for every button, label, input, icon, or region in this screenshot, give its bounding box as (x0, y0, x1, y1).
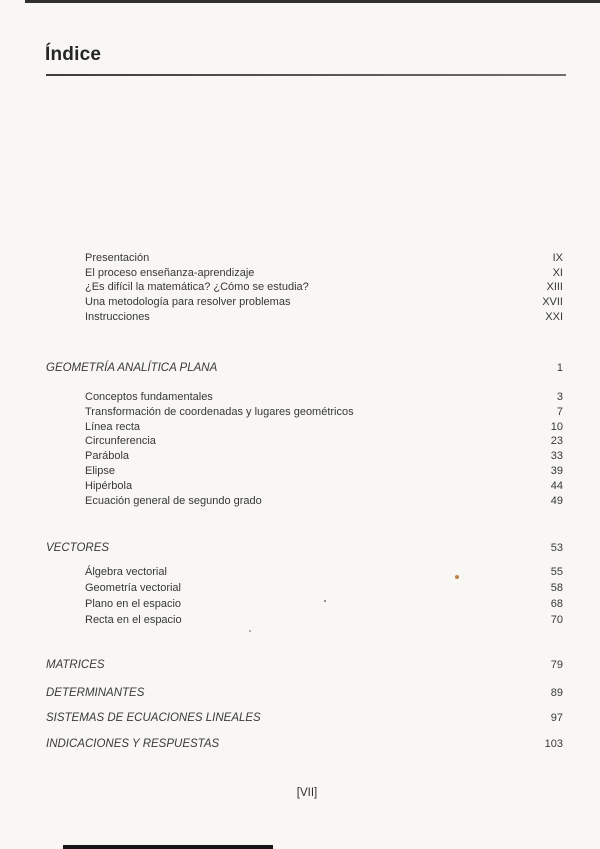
toc-entry-title: Presentación (85, 252, 150, 264)
toc-entry-page: 23 (550, 435, 563, 448)
toc-entry-page: 3 (556, 391, 563, 403)
toc-entry-title: Parábola (85, 450, 130, 463)
scan-speck (455, 575, 459, 579)
page-title: Índice (45, 44, 102, 65)
toc-entry-row (85, 390, 563, 405)
toc-entry-title: El proceso enseñanza-aprendizaje (85, 266, 255, 279)
scan-speck (324, 600, 326, 602)
section-page: 1 (556, 362, 563, 374)
toc-entry-title: Línea recta (85, 420, 141, 433)
toc-entry-page: IX (552, 252, 563, 264)
toc-entry-title: ¿Es difícil la matemática? ¿Cómo se estudia? (85, 281, 309, 294)
toc-entry-row (85, 434, 563, 449)
page-number-footer: [VII] (296, 787, 318, 799)
toc-entry-title: Conceptos fundamentales (85, 391, 213, 403)
toc-entry-title: Recta en el espacio (85, 613, 182, 626)
toc-entry-title: Instrucciones (85, 310, 150, 323)
toc-entry-row (85, 449, 563, 464)
toc-entry-row (85, 295, 563, 310)
toc-entry-title: Una metodología para resolver problemas (85, 296, 291, 309)
scan-edge-bar-bottom (63, 845, 273, 849)
toc-entry-row (85, 581, 563, 597)
section-title: SISTEMAS DE ECUACIONES LINEALES (46, 712, 261, 724)
section-entries-vectores (85, 565, 563, 629)
front-matter-list (85, 251, 563, 325)
toc-entry-row (85, 420, 563, 435)
section-title: MATRICES (46, 659, 105, 671)
section-heading-geometria (46, 361, 563, 376)
section-title: VECTORES (46, 542, 110, 554)
toc-entry-title: Hipérbola (85, 479, 133, 492)
section-page: 103 (544, 738, 563, 750)
toc-entry-row (85, 280, 563, 295)
toc-entry-title: Circunferencia (85, 435, 156, 448)
toc-entry-page: 55 (550, 566, 563, 578)
toc-entry-page: 39 (550, 464, 563, 477)
toc-entry-row (85, 565, 563, 581)
section-page: 97 (550, 712, 563, 724)
scan-speck (249, 630, 251, 632)
toc-entry-page: 70 (550, 613, 563, 626)
section-heading-sistemas (46, 711, 563, 726)
toc-entry-row (85, 479, 563, 494)
toc-entry-page: 10 (550, 420, 563, 433)
toc-entry-row (85, 266, 563, 281)
toc-entry-page: 7 (556, 405, 563, 418)
section-title: INDICACIONES Y RESPUESTAS (46, 738, 220, 750)
section-heading-determinantes (46, 686, 563, 701)
section-title: GEOMETRÍA ANALÍTICA PLANA (46, 362, 218, 374)
toc-entry-title: Álgebra vectorial (85, 566, 167, 578)
section-heading-matrices (46, 658, 563, 673)
toc-entry-title: Geometría vectorial (85, 581, 181, 594)
section-page: 53 (550, 542, 563, 554)
toc-entry-page: 68 (550, 597, 563, 610)
toc-entry-title: Elipse (85, 464, 115, 477)
section-heading-vectores (46, 541, 563, 556)
toc-entry-row (85, 494, 563, 509)
toc-entry-row (85, 251, 563, 266)
section-page: 79 (550, 659, 563, 671)
section-title: DETERMINANTES (46, 687, 145, 699)
section-heading-indicaciones (46, 737, 563, 752)
toc-entry-page: 49 (550, 494, 563, 507)
toc-entry-title: Plano en el espacio (85, 597, 182, 610)
toc-entry-page: 58 (550, 581, 563, 594)
section-entries-geometria (85, 390, 563, 508)
toc-entry-row (85, 405, 563, 420)
toc-entry-page: 44 (550, 479, 563, 492)
toc-entry-page: XIII (546, 281, 563, 294)
toc-entry-title: Transformación de coordenadas y lugares geométricos (85, 405, 354, 418)
toc-entry-page: XXI (545, 310, 563, 323)
title-rule (46, 74, 566, 76)
toc-entry-page: 33 (550, 450, 563, 463)
toc-entry-row (85, 464, 563, 479)
section-page: 89 (550, 687, 563, 699)
toc-entry-page: XVII (542, 296, 563, 309)
toc-entry-page: XI (552, 266, 563, 279)
scan-edge-bar-top (25, 0, 600, 3)
toc-entry-row (85, 310, 563, 325)
toc-entry-title: Ecuación general de segundo grado (85, 494, 262, 507)
toc-entry-row (85, 613, 563, 629)
